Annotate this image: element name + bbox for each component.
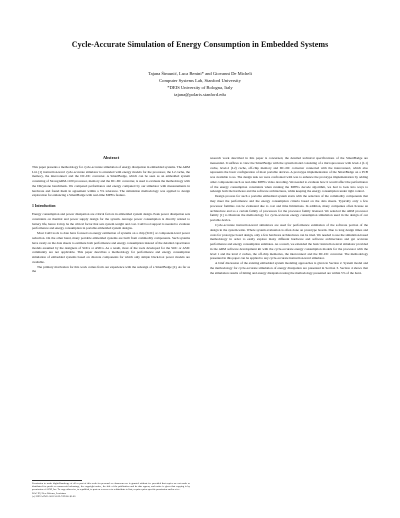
footnote-copyright: (c) 1999 ACM 1-58113-109-7/99/06..$5.00 — [32, 494, 76, 498]
left-column — [32, 156, 190, 274]
author-names: Tajana Šimunić, Luca Benini* and Giovanni De Micheli — [148, 71, 252, 76]
footnote-text: Permission to make digital/hardcopy of all or part of this work for personal or classroom use is granted without fee provided that copies are not made or distributed for profit or commercial advantage, the copyright notice, the title of the publication and its date appear, and notice is given that copying is by permission of ACM, Inc. To copy otherwise, to republish, to post on servers or to redistribute to lists, requires prior specific permission and/or a fee. — [32, 482, 190, 492]
footnote-conference: DAC 99, New Orleans, Louisiana — [32, 491, 66, 495]
footnote-rule — [32, 480, 82, 481]
abstract-text: This paper presents a methodology for cycle-accurate simulation of energy dissipation in embedded systems. The ARM Ltd. [1] instruction-level cycle-accurate simulator is extended with energy models for the processor, the L2 cache, the memory, the interconnect and the DC-DC converter. A SmartBadge, which can be seen as an embedded system consisting of StrongARM-1100 processor, memory and the DC-DC converter, is used to evaluate the methodology with the Dhrystone benchmark. We compared performance and energy computed by our simulator with measurements in hardware and found them in agreement within a 5% tolerance. The simulation methodology was applied to design exploration for enhancing a SmartBadge with real-time MPEG feature. — [32, 164, 190, 198]
right-column — [210, 156, 368, 276]
author-block — [20, 70, 380, 98]
author-email: tajana@polaris.stanford.edu — [174, 92, 226, 97]
intro-paragraph-1: Energy consumption and power dissipation are critical factors in embedded system design. Peak power dissipation sets constraints on thermal and power supply design for the system. Average power consumption is directly related to battery life, hence it may be the critical factor that sets system weight and cost. CAD tool support is needed to evaluate performance and energy consumption in portable embedded system designs. — [32, 212, 190, 231]
intro-paragraph-2: Most CAD tools to date have focused on energy estimation of systems on a chip (SOC) or component-level power reduction. On the other hand, many portable embedded systems are built from commodity components. Such systems have rarely on the data sheets to estimate both performance and energy consumption instead of the detailed capacitance models assumed by the designers of SOCs or ASICs. As a result, most of the tools developed for the SOC or ASIC community are not applicable. This paper describes a methodology for performance and energy consumption simulation of embedded systems based on discrete components for which only simple black-box power models are available. — [32, 231, 190, 264]
section-heading-introduction: 1 Introduction — [32, 204, 56, 209]
right-paragraph-2: Design process for such a portable embedded system starts with the selection of the commodity components that may meet the performance and the energy consumption criteria based on the data sheets. Typically only a few processor families can be evaluated due to cost and time limitations. In addition, many companies often license an architecture and so a certain family of processors for the processor family licensed. We selected the ARM processor family [1] to illustrate the methodology for cycle-accurate energy consumption simulation used in the design of our portable device. — [210, 194, 368, 223]
right-paragraph-3: Cycle-accurate instruction-level simulators are used for performance estimation of the software portion of the design in the system-wide. Whole system evaluation is often done on prototype boards. Due to long design times and costs for prototype board design, only a few hardware architectures can be tried. We needed to use the simulation-based methodology in order to easily explore many different hardware and software architectures and get accurate performance and energy consumption estimates. As a result, we extended the basic instruction-level simulator provided in the ARM software development kit with the cycle-accurate energy consumption models for the processor with the level 1 and the level 2 caches, the off-chip memories, the interconnect and the DC-DC converter. The methodology presented in this paper can be applied to any cycle-accurate instruction-level simulator. — [210, 222, 368, 261]
affiliation-2: *DEIS University of Bologna, Italy — [167, 85, 233, 90]
right-paragraph-1: research work described in this paper is concerned, the detailed technical specifications of the SmartBadge are inessential. It suffices to view the SmartBadge with the system model consisting of a microprocessor with level-1 (L1) cache, level-2 (L2) cache, off-chip memory and DC-DC converter connected with the interconnect, which also represents the basic configuration of most portable devices. A prototype implementation of the SmartBadge on a PCB was available to us. The design task we were confronted with was to enhance the prototype implementation by adding other components such as real-time MPEG video decoding. We needed to evaluate how it would affect the performance of the energy consumption constraints when running the MPEG decode algorithm, we had to look into ways to redesign both the hardware and the software architectures, while keeping the energy consumption under tight control. — [210, 156, 368, 194]
paper-title: Cycle-Accurate Simulation of Energy Consumption in Embedded Systems — [71, 40, 329, 49]
copyright-footnote — [32, 482, 190, 498]
abstract-heading: Abstract — [102, 155, 120, 160]
intro-paragraph-3: The primary motivation for this work comes from our experience with the redesign of a SmartBadge [2]. As far as the — [32, 264, 190, 274]
affiliation-1: Computer Systems Lab, Stanford University — [159, 78, 241, 83]
right-paragraph-4: A brief discussion of the existing embedded system modeling approaches is given in Section 2. System model and the methodology for cycle-accurate simulation of energy dissipation are presented in Section 3. Section 4 shows that the simulation results of timing and energy dissipation using the methodology presented are within 5% of the hard- — [210, 261, 368, 275]
